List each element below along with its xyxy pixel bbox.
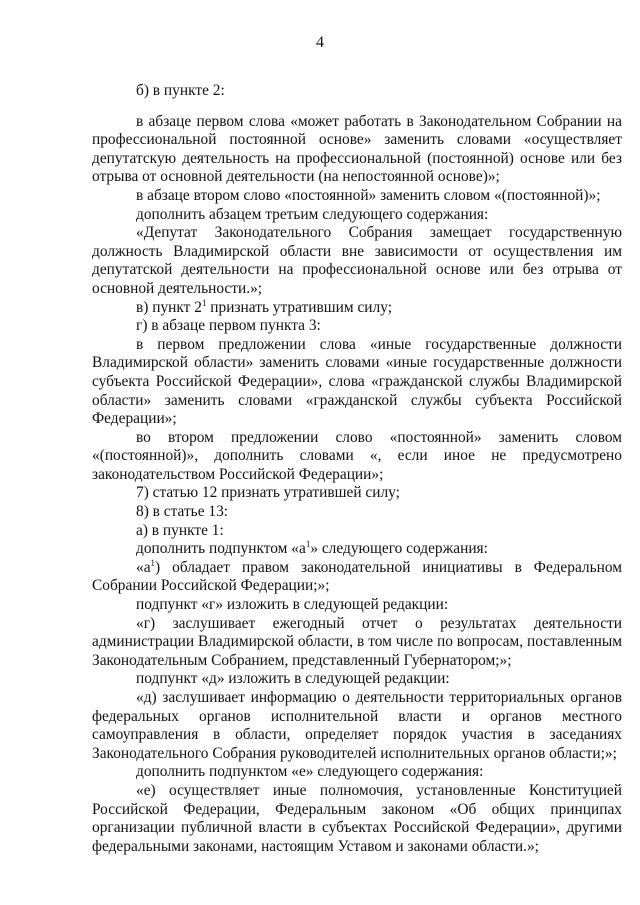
paragraph: 7) статью 12 признать утратившей силу; bbox=[136, 484, 400, 502]
paragraph: а) в пункте 1: bbox=[136, 521, 224, 539]
paragraph-text-after: » следующего содержания: bbox=[310, 540, 488, 558]
paragraph: г) в абзаце первом пункта 3: bbox=[136, 317, 321, 335]
paragraph: подпункт «д» изложить в следующей редакции: bbox=[136, 670, 450, 688]
paragraph: во втором предложении слово «постоянной» заменить словом «(постоянной)», дополнить словами «, если иное не предусмотрено законодательством Российской Федерации»; bbox=[92, 428, 622, 483]
paragraph: «Депутат Законодательного Собрания замещает государственную должность Владимирской области вне зависимости от осуществления им депутатской деятельности на профессиональной основе или без отрыва от основной деятельности.»; bbox=[92, 224, 622, 297]
paragraph: б) в пункте 2: bbox=[136, 82, 225, 99]
paragraph-text-after: признать утратившим силу; bbox=[206, 298, 392, 316]
paragraph: «г) заслушивает ежегодный отчет о результатах деятельности администрации Владимирской области, в том числе по вопросам, поставленным Законодательным Собранием, представленный Губернатором;»; bbox=[92, 614, 622, 669]
paragraph: в первом предложении слова «иные государственные должности Владимирской области» заменить словами «иные государственные должности субъекта Российской Федерации», слова «гражданской службы Владимирской области» заменить словами «гражданской службы субъекта Российской Федерации»; bbox=[92, 335, 622, 428]
paragraph bbox=[92, 540, 622, 559]
paragraph bbox=[92, 559, 622, 596]
paragraph bbox=[92, 299, 622, 318]
paragraph: «д) заслушивает информацию о деятельности территориальных органов федеральных органов исполнительной власти и органов местного самоуправления в области, определяет порядок участия в заседаниях Законодательного Собрания руководителей исполнительных органов области;»; bbox=[92, 689, 622, 762]
superscript: 1 bbox=[305, 539, 311, 550]
paragraph-text-before: «а bbox=[136, 558, 151, 576]
page-number: 4 bbox=[316, 34, 324, 51]
paragraph: дополнить абзацем третьим следующего содержания: bbox=[136, 205, 489, 223]
paragraph: дополнить подпунктом «е» следующего содержания: bbox=[136, 763, 484, 781]
paragraph-text-before: дополнить подпунктом «а bbox=[136, 540, 306, 558]
paragraph: «е) осуществляет иные полномочия, установленные Конституцией Российской Федерации, Федеральным законом «Об общих принципах организации публичной власти в субъектах Российской Федерации», другими федеральными законами, настоящим Уставом и законами области.»; bbox=[92, 781, 622, 855]
superscript: 1 bbox=[150, 557, 156, 568]
superscript: 1 bbox=[201, 297, 207, 308]
paragraph: в абзаце втором слово «постоянной» заменить словом «(постоянной)»; bbox=[136, 186, 601, 204]
paragraph: 8) в статье 13: bbox=[136, 503, 229, 521]
paragraph-text-after: ) обладает правом законодательной инициативы в Федеральном Собрании Российской Федерации;»; bbox=[92, 558, 622, 595]
paragraph-gap bbox=[92, 101, 622, 113]
paragraph-text-before: в) пункт 2 bbox=[136, 298, 202, 316]
paragraph: подпункт «г» изложить в следующей редакции: bbox=[136, 596, 449, 614]
paragraph: в абзаце первом слова «может работать в Законодательном Собрании на профессиональной постоянной основе» заменить словами «осуществляет депутатскую деятельность на профессиональной (постоянной) основе или без отрыва от основной деятельности (на непостоянной основе)»; bbox=[92, 112, 622, 186]
document-body bbox=[92, 82, 622, 856]
